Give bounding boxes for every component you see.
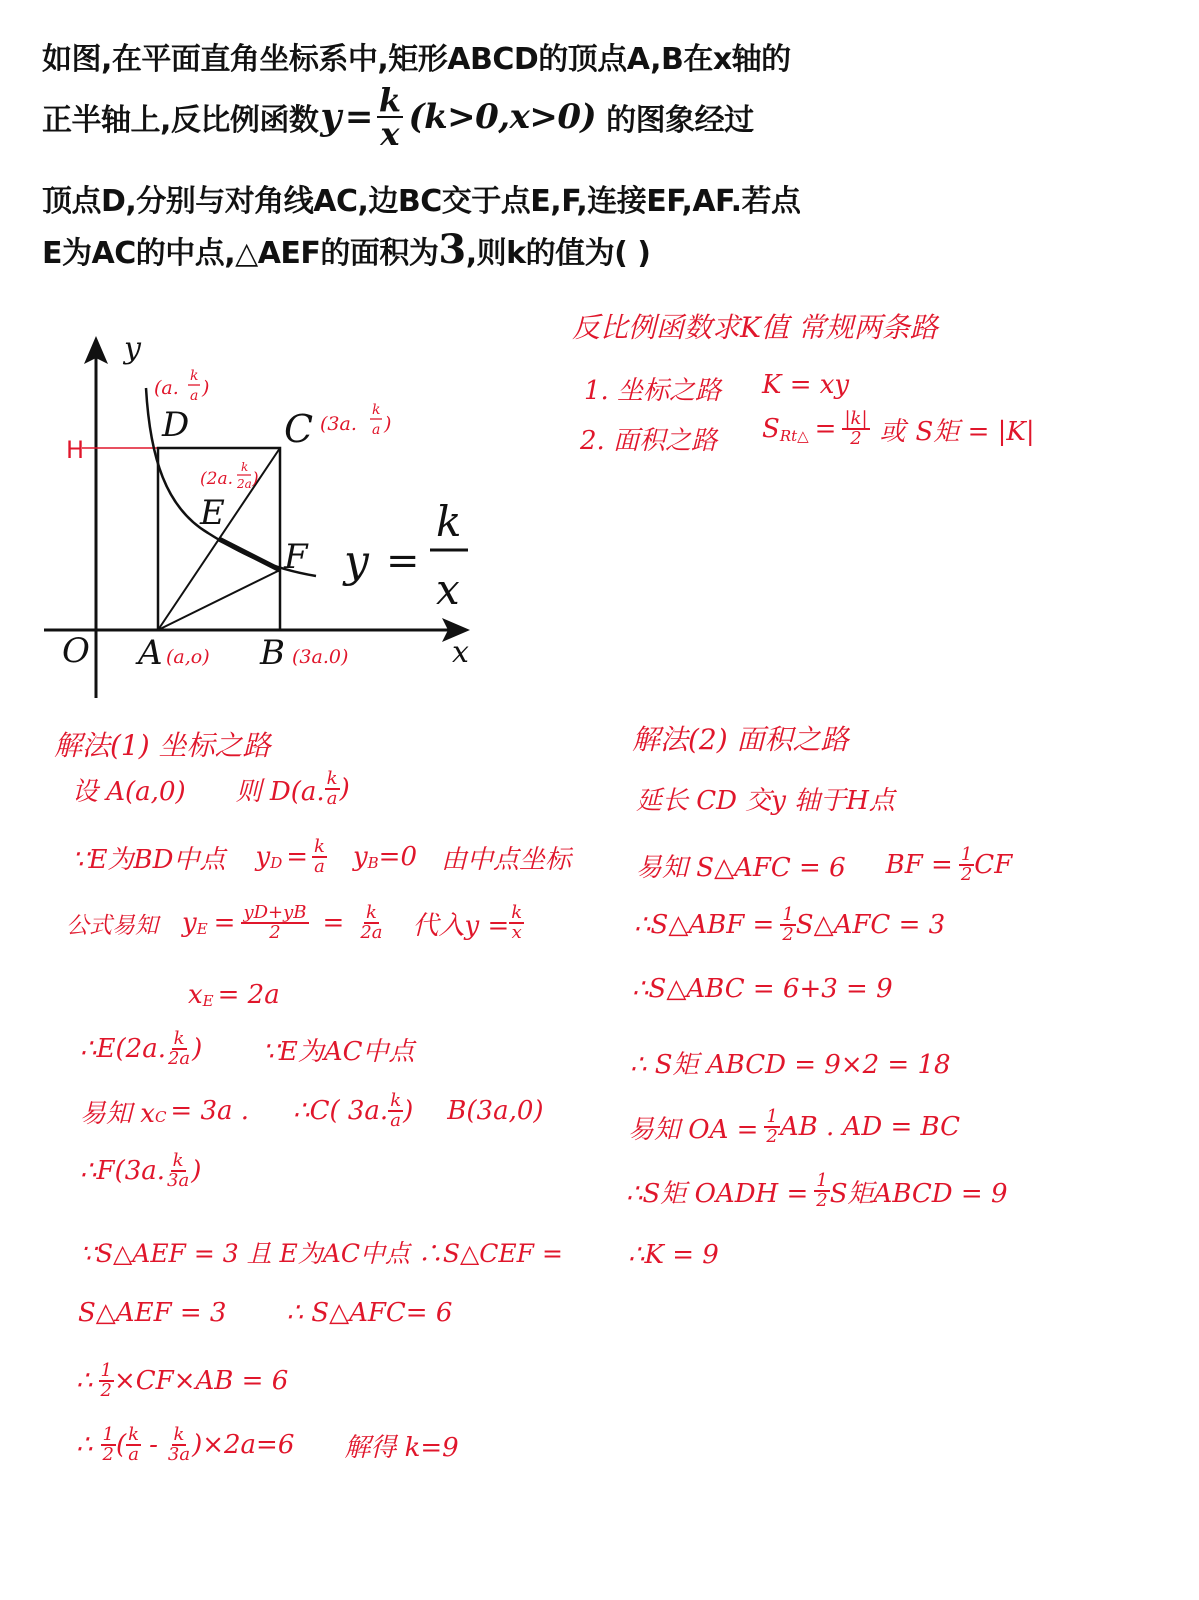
tips-title: 反比例函数求K值 常规两条路 [572,311,938,344]
sol1-l2-y: y [255,842,271,872]
function-denominator: x [380,115,399,153]
coord-d-post: ) [202,377,210,399]
sol2-line-3 [634,906,945,944]
sol2-l7-post: S矩ABCD = 9 [829,1178,1008,1209]
sol1-l5-den: 2a [167,1048,191,1069]
sol2-line-2 [636,846,1012,884]
question-line-3: 顶点D,分别与对角线AC,边BC交于点E,F,连接EF,AF.若点 [42,184,801,219]
label-b: B [260,633,285,673]
coord-c-pre: (3a. [320,413,357,435]
curve-eq-den: x [436,565,460,614]
question-line-4-end: ,则k的值为( ) [465,236,651,271]
sol1-l2-yb-sub: B [367,854,379,872]
sol1-l11-pre: ∴ [76,1430,93,1460]
sol1-l6-den: a [390,1110,402,1131]
function-fraction [377,81,403,153]
sol1-l3-sub: E [196,920,208,938]
curve-eq-equals: = [386,538,420,584]
sol2-l2-frac [959,846,974,884]
tips-frac [842,410,869,448]
sol1-l2-den: a [314,856,325,877]
sol1-l2-num: k [314,836,325,857]
coord-c-den: a [372,422,381,438]
sol1-l6-b: ∴C( 3a. [293,1096,389,1126]
sol2-l7-pre: ∴S矩 OADH = [626,1178,809,1209]
tips-eq: = [814,414,837,444]
sol1-l3-den2: 2a [360,922,383,943]
sol1-line-10 [76,1362,288,1400]
sol1-l5-frac [166,1030,192,1068]
sol1-l4-x: x [188,980,203,1010]
sol1-line-3 [66,904,524,942]
sol1-l1-mid: 则 D(a. [235,776,325,807]
question-line-4 [42,226,650,273]
sol2-l2-num: 1 [960,844,973,865]
coord-a: (a,o) [166,646,210,668]
coord-c-post: ) [384,413,392,435]
sol1-l3-den: 2 [269,922,281,943]
sol1-l6-c: B(3a,0) [447,1096,544,1126]
sol2-line-5: ∴ S矩 ABCD = 9×2 = 18 [630,1050,951,1080]
sol2-l7-frac [814,1172,829,1210]
label-h: H [66,436,85,464]
sol1-l11-den: 2 [102,1444,114,1465]
tips-item-2: 2. 面积之路 [580,426,718,456]
label-f: F [284,537,308,577]
sol1-l3-eq: = [213,908,236,938]
sol2-l6-post: AB . AD = BC [779,1112,960,1142]
sol1-l5-pre: ∴E(2a. [80,1034,166,1064]
question-line-2-end: 的图象经过 [606,103,754,138]
function-equals: = [344,97,373,137]
sol1-l5-b: ∵E为AC中点 [262,1036,415,1067]
sol1-l11-minus: - [149,1430,158,1460]
label-c: C [284,407,314,451]
sol1-line-2 [72,838,571,876]
sol1-l11-frac2 [126,1426,141,1464]
sol1-l2-sub: D [270,854,283,872]
sol2-l7-den: 2 [816,1190,828,1211]
label-a: A [138,633,163,673]
sol1-l7-den: 3a [167,1170,190,1191]
sol1-l1-den: a [326,788,338,809]
sol1-l3-num2: k [365,902,377,923]
sol1-l7-num: k [172,1150,184,1171]
sol2-l6-pre: 易知 OA = [628,1114,759,1145]
sol2-l6-frac [764,1108,779,1146]
coord-d-num: k [190,368,199,384]
sol1-l3-c: 代入y = [412,910,510,941]
figure-svg [38,318,498,708]
sol1-l9-b: ∴ S△AFC= 6 [286,1298,453,1328]
sol1-l11-num: 1 [102,1424,114,1445]
sol2-line-1: 延长 CD 交y 轴于H点 [636,786,895,816]
sol1-line-9 [78,1298,452,1328]
sol1-l7-frac [165,1152,191,1190]
curve-eq-y: y [344,536,369,587]
question-line-1: 如图,在平面直角坐标系中,矩形ABCD的顶点A,B在x轴的 [42,42,791,77]
sol1-l11-den3: 3a [167,1444,191,1465]
sol1-l6-a-sub: C [154,1108,167,1126]
sol1-l6-num: k [390,1090,402,1111]
sol1-l2-a: ∵E为BD中点 [72,844,226,875]
sol1-line-7 [80,1152,201,1190]
tips-item-1: 1. 坐标之路 [584,376,722,406]
sol2-title: 解法(2) 面积之路 [632,723,849,756]
coord-e-den: 2a [237,477,252,491]
tips-frac-den: 2 [850,428,862,449]
function-numerator: k [378,81,401,119]
curve-eq-num: k [436,497,462,546]
coord-d-den: a [190,388,199,404]
geometry-figure [38,318,498,712]
sol1-l3-y: y [182,908,197,938]
label-d: D [162,405,190,445]
label-x-axis: x [452,635,469,670]
sol1-l10-frac [99,1362,114,1400]
segment-af [158,570,280,630]
sol1-l2-yb: y [352,842,368,872]
sol1-l11-frac1 [101,1426,116,1464]
sol1-l4-post: = 2a [217,980,280,1010]
sol2-l3-num: 1 [782,904,794,925]
sol1-l11-frac3 [166,1426,192,1464]
sol2-line-7 [626,1172,1008,1210]
coord-b: (3a.0) [292,646,349,668]
coord-d-pre: (a. [154,377,179,399]
sol1-l3-frac1 [241,904,308,942]
tips-formula-rect: S矩 = |K| [915,416,1035,447]
sol2-line-8: ∴K = 9 [628,1240,719,1270]
sol2-line-4: ∴S△ABC = 6+3 = 9 [632,974,893,1004]
sol1-l3-num: yD+yB [243,902,307,923]
sol1-l2-yb-post: =0 [378,842,417,872]
sol1-l1-num: k [326,768,338,789]
question-line-4-text: E为AC的中点,△AEF的面积为 [42,236,439,271]
function-condition: (k>0,x>0) [408,97,597,137]
sol1-l1-pre: 设 A(a,0) [72,776,186,807]
sol2-l7-num: 1 [816,1170,828,1191]
sol1-l3-a: 公式易知 [66,912,158,939]
coord-e-pre: (2a. [200,469,233,489]
tips-s: S [762,414,780,444]
sol1-l11-num3: k [173,1424,185,1445]
sol1-line-6 [80,1092,544,1130]
sol2-line-6 [628,1108,960,1146]
sol2-l3-frac [780,906,795,944]
sol1-l10-den: 2 [100,1380,112,1401]
sol1-l3-frac3 [509,904,524,942]
area-value: 3 [438,226,466,273]
sol1-l11-open: ( [116,1430,127,1460]
sol1-line-11 [76,1426,459,1464]
sol1-line-8: ∵S△AEF = 3 且 E为AC中点 ∴S△CEF = [80,1239,563,1268]
sol2-l2-a: 易知 S△AFC = 6 [636,852,846,883]
function-y: y [320,96,341,138]
sol2-l6-num: 1 [766,1106,778,1127]
label-e: E [200,493,225,533]
sol1-line-4 [188,980,280,1010]
tips-frac-num: |k| [844,408,868,429]
sol1-title: 解法(1) 坐标之路 [54,729,271,762]
label-y-axis: y [124,331,141,366]
sol1-l11-post: )×2a=6 [192,1430,295,1460]
tips-item-2-formula [762,410,1035,448]
sol1-l6-a-post: = 3a . [170,1096,250,1126]
tips-item-1-formula: K = xy [762,370,850,400]
sol2-l2-b: BF = [885,850,953,880]
sol1-l7-post: ) [191,1156,202,1186]
coord-c-num: k [372,402,381,418]
sol1-l6-b-post: ) [403,1096,414,1126]
sol1-l3-den3: x [511,922,522,943]
sol1-l2-frac [312,838,327,876]
sol2-l6-den: 2 [766,1126,778,1147]
label-origin: O [62,631,90,671]
question-line-2-text: 正半轴上,反比例函数 [42,103,319,138]
tips-s-sub: Rt△ [779,427,809,445]
question-line-2 [42,81,754,153]
sol1-l3-frac2 [358,904,384,942]
sol1-l7-pre: ∴F(3a. [80,1156,166,1186]
sol1-l11-den2: a [128,1444,139,1465]
sol1-l3-eq2: = [322,908,345,938]
sol1-l11-num2: k [128,1424,140,1445]
sol1-l1-post: ) [339,774,350,804]
sol1-l2-eq: = [286,842,309,872]
sol1-l1-frac [325,770,340,808]
sol2-l3-post: S△AFC = 3 [795,910,946,940]
sol1-l4-sub: E [202,992,214,1010]
sol1-l6-a: 易知 x [80,1098,155,1129]
sol1-l3-num3: k [511,902,523,923]
sol1-l2-d: 由中点坐标 [441,844,572,875]
sol1-l10-num: 1 [100,1360,112,1381]
sol2-l3-den: 2 [782,924,794,945]
sol2-l2-den: 2 [960,864,973,885]
tips-or: 或 [879,416,906,447]
sol1-line-1 [72,770,350,808]
sol1-l10-pre: ∴ [76,1366,93,1396]
sol1-l5-post: ) [192,1034,203,1064]
sol1-l6-frac [388,1092,403,1130]
sol1-l11-answer: 解得 k=9 [344,1432,459,1463]
sol2-l2-post: CF [974,850,1013,880]
coord-e-num: k [241,460,249,474]
sol2-l3-pre: ∴S△ABF = [634,910,775,940]
coord-e-post: ) [252,469,259,489]
sol1-l10-post: ×CF×AB = 6 [114,1366,289,1396]
sol1-line-5 [80,1030,415,1068]
sol1-l9-a: S△AEF = 3 [78,1298,227,1328]
sol1-l5-num: k [173,1028,185,1049]
